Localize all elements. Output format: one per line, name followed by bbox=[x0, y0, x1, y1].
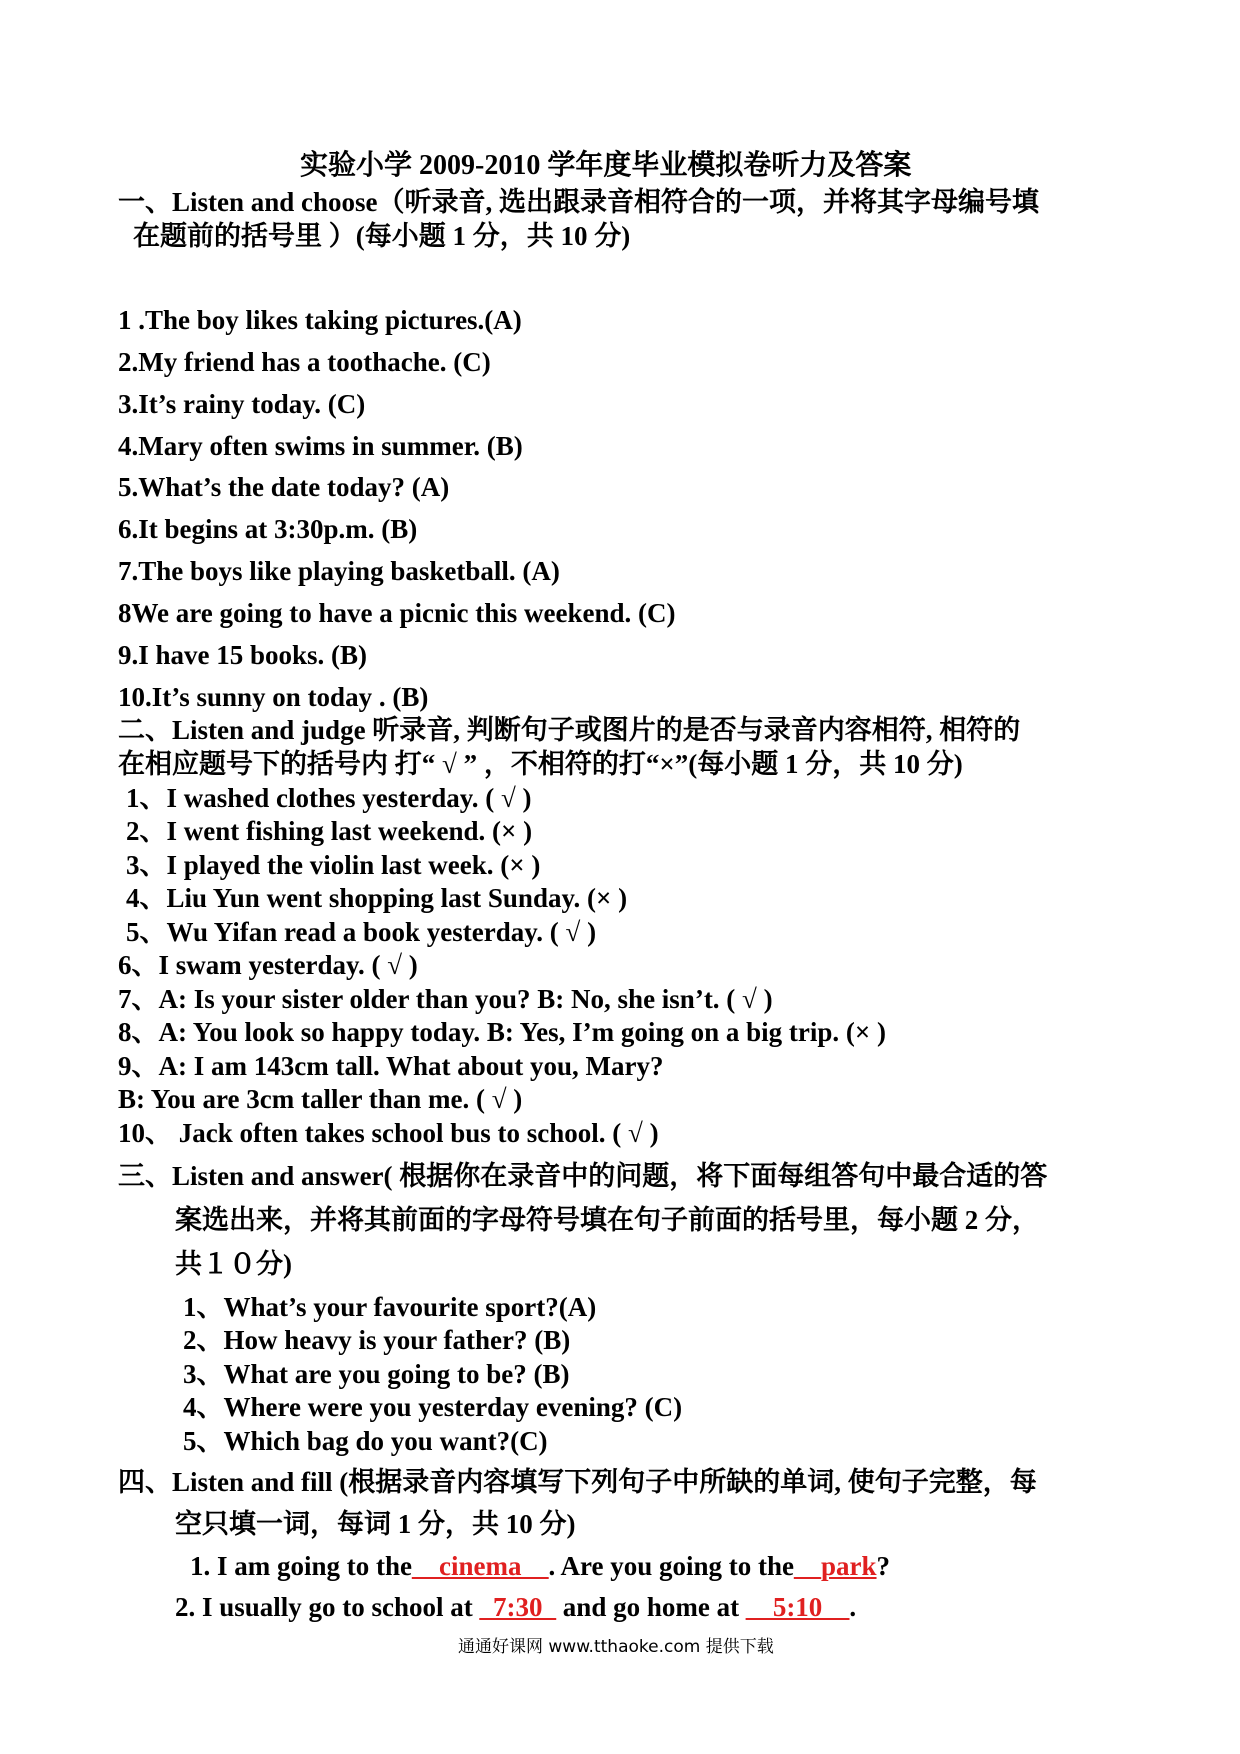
s1-item: 10.It’s sunny on today . (B) bbox=[118, 682, 429, 712]
s3-item: 2、How heavy is your father? (B) bbox=[183, 1325, 571, 1355]
section-1-heading-cont: 在题前的括号里 ）(每小题 1 分，共 10 分) bbox=[133, 221, 631, 251]
s1-item: 4.Mary often swims in summer. (B) bbox=[118, 431, 523, 461]
s2-item: 9、A: I am 143cm tall. What about you, Mary? bbox=[118, 1051, 664, 1081]
s2-item: 6、I swam yesterday. ( √ ) bbox=[118, 950, 418, 980]
s1-item: 9.I have 15 books. (B) bbox=[118, 640, 368, 670]
section-3-heading-cont: 案选出来，并将其前面的字母符号填在句子前面的括号里，每小题 2 分， bbox=[175, 1205, 1039, 1235]
fill-text: . Are you going to the bbox=[548, 1551, 794, 1581]
fill-answer: __cinema__ bbox=[412, 1551, 549, 1581]
s2-item: 4、Liu Yun went shopping last Sunday. (× ) bbox=[126, 883, 628, 913]
s3-item: 1、What’s your favourite sport?(A) bbox=[183, 1292, 597, 1322]
fill-answer: __park bbox=[794, 1551, 877, 1581]
fill-text: 1. I am going to the bbox=[190, 1551, 412, 1581]
fill-text: 2. I usually go to school at bbox=[175, 1592, 480, 1622]
fill-text: ? bbox=[876, 1551, 891, 1581]
s1-item: 6.It begins at 3:30p.m. (B) bbox=[118, 514, 418, 544]
s1-item: 2.My friend has a toothache. (C) bbox=[118, 347, 491, 377]
fill-question-1 bbox=[190, 1550, 890, 1582]
s2-item: 10、 Jack often takes school bus to school. ( √ ) bbox=[118, 1118, 659, 1148]
s1-item: 8We are going to have a picnic this weekend. (C) bbox=[118, 598, 676, 628]
s3-item: 5、Which bag do you want?(C) bbox=[183, 1426, 548, 1456]
s1-item: 5.What’s the date today? (A) bbox=[118, 472, 450, 502]
s2-item: 3、I played the violin last week. (× ) bbox=[126, 850, 541, 880]
s2-item: 5、Wu Yifan read a book yesterday. ( √ ) bbox=[126, 917, 597, 947]
s3-item: 3、What are you going to be? (B) bbox=[183, 1359, 570, 1389]
page-title: 实验小学 2009-2010 学年度毕业模拟卷听力及答案 bbox=[300, 150, 912, 181]
s2-item: B: You are 3cm taller than me. ( √ ) bbox=[118, 1084, 523, 1114]
footer-credit: 通通好课网 www.tthaoke.com 提供下载 bbox=[458, 1637, 774, 1657]
fill-question-2 bbox=[175, 1591, 856, 1623]
s2-item: 1、I washed clothes yesterday. ( √ ) bbox=[126, 783, 532, 813]
fill-text: . bbox=[849, 1592, 857, 1622]
s2-item: 8、A: You look so happy today. B: Yes, I’m going on a big trip. (× ) bbox=[118, 1017, 886, 1047]
fill-text: and go home at bbox=[556, 1592, 746, 1622]
section-1-heading: 一、Listen and choose（听录音, 选出跟录音相符合的一项，并将其字母编号填 bbox=[118, 187, 1040, 217]
section-3-heading: 三、Listen and answer( 根据你在录音中的问题，将下面每组答句中最合适的答 bbox=[118, 1161, 1048, 1191]
s3-item: 4、Where were you yesterday evening? (C) bbox=[183, 1392, 683, 1422]
section-2-heading-cont: 在相应题号下的括号内 打“ √ ” ，不相符的打“×”(每小题 1 分，共 10 分) bbox=[118, 749, 963, 779]
fill-answer: __5:10__ bbox=[745, 1592, 850, 1622]
s2-item: 2、I went fishing last weekend. (× ) bbox=[126, 816, 533, 846]
fill-answer: _7:30_ bbox=[479, 1592, 557, 1622]
s2-item: 7、A: Is your sister older than you? B: No, she isn’t. ( √ ) bbox=[118, 984, 773, 1014]
s1-item: 1 .The boy likes taking pictures.(A) bbox=[118, 305, 522, 335]
section-4-heading: 四、Listen and fill (根据录音内容填写下列句子中所缺的单词, 使句子完整，每 bbox=[118, 1467, 1037, 1497]
s1-item: 3.It’s rainy today. (C) bbox=[118, 389, 366, 419]
section-2-heading: 二、Listen and judge 听录音, 判断句子或图片的是否与录音内容相符, 相符的 bbox=[118, 715, 1021, 745]
section-3-heading-cont: 共１０分) bbox=[175, 1249, 292, 1279]
section-4-heading-cont: 空只填一词，每词 1 分，共 10 分) bbox=[175, 1509, 576, 1539]
s1-item: 7.The boys like playing basketball. (A) bbox=[118, 556, 560, 586]
